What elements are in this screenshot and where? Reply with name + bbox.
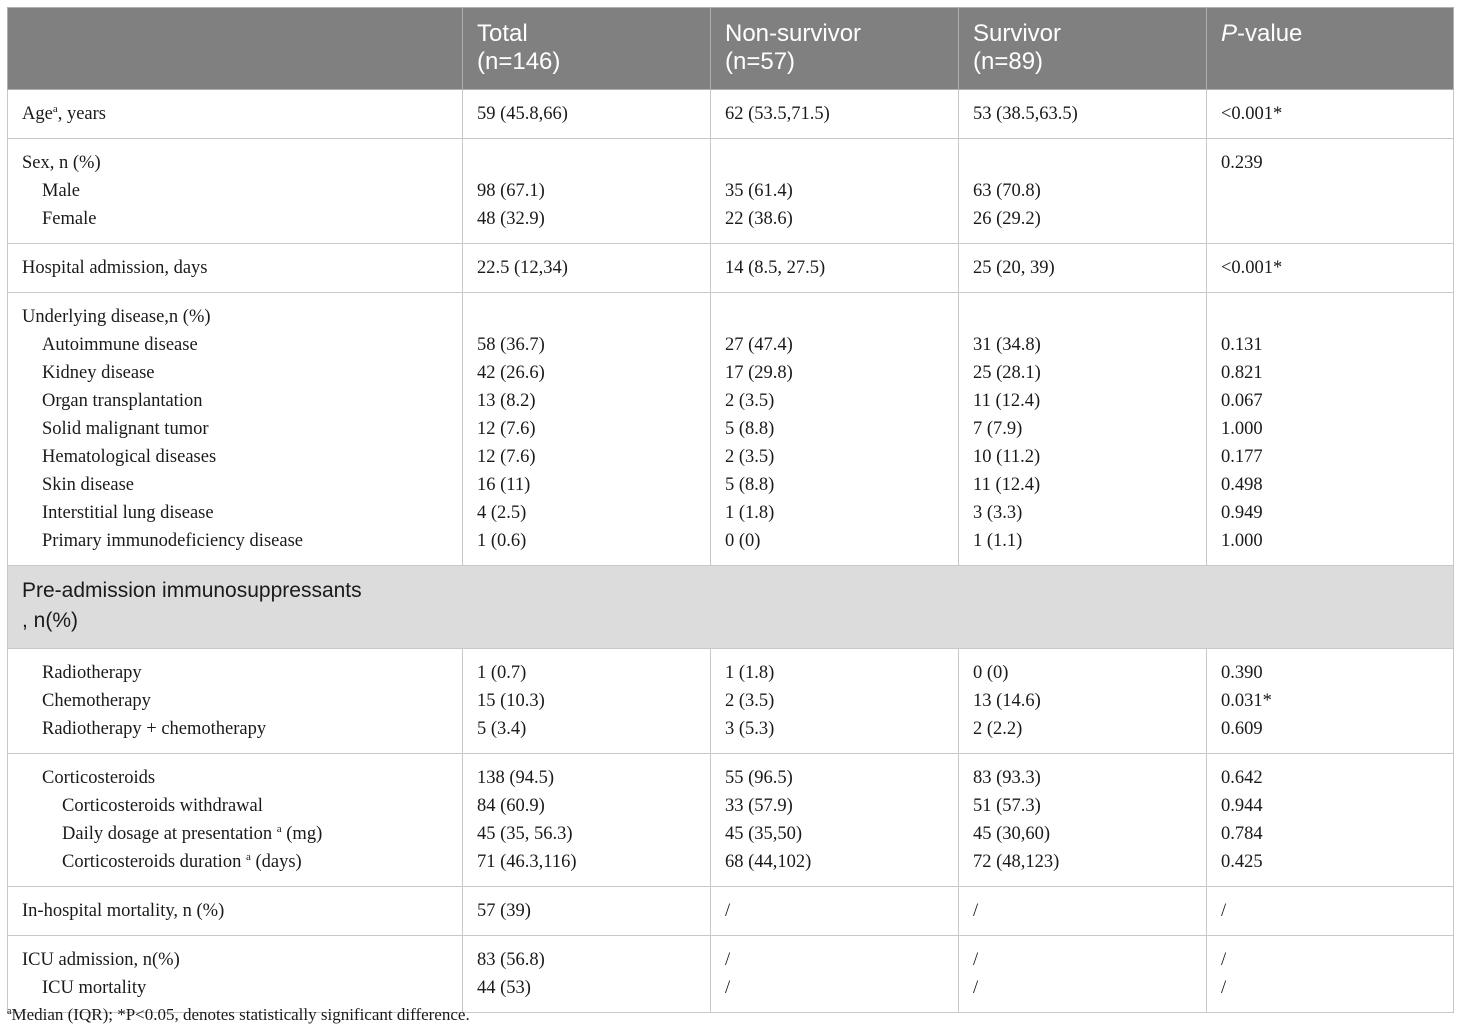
cortico-dosage-label-rest: (mg)	[281, 824, 323, 844]
age-non-survivor: 62 (53.5,71.5)	[725, 104, 830, 124]
underlying-label-4: Hematological diseases	[42, 447, 217, 467]
cortico-dosage-label-text: Daily dosage at presentation	[62, 824, 277, 844]
hospital-non-survivor: 14 (8.5, 27.5)	[725, 258, 826, 278]
cell-p	[1207, 887, 1454, 936]
cortico-dosage-survivor: 45 (30,60)	[973, 824, 1051, 844]
underlying-non-survivor-1: 17 (29.8)	[725, 363, 793, 383]
row-label	[8, 90, 463, 139]
mortality-label: In-hospital mortality, n (%)	[22, 901, 225, 921]
underlying-p-0: 0.131	[1221, 335, 1263, 355]
cell-non-survivor	[711, 936, 959, 1013]
cortico-withdrawal-p: 0.944	[1221, 796, 1263, 816]
therapy-label-1: Chemotherapy	[42, 691, 151, 711]
icu-label: ICU admission, n(%)	[22, 950, 180, 970]
underlying-survivor-0: 31 (34.8)	[973, 335, 1041, 355]
therapy-total-0: 1 (0.7)	[477, 663, 527, 683]
underlying-p-5: 0.498	[1221, 475, 1263, 495]
cell-non-survivor	[711, 754, 959, 887]
underlying-label-2: Organ transplantation	[42, 391, 203, 411]
header-total-n: (n=146)	[477, 48, 561, 75]
cortico-duration-label-rest: (days)	[250, 852, 302, 872]
mortality-survivor: /	[973, 901, 979, 921]
underlying-label: Underlying disease,n (%)	[22, 307, 211, 327]
underlying-p-1: 0.821	[1221, 363, 1263, 383]
header-non-survivor-n: (n=57)	[725, 48, 796, 75]
cell-non-survivor	[711, 90, 959, 139]
therapy-non-survivor-1: 2 (3.5)	[725, 691, 775, 711]
underlying-survivor-6: 3 (3.3)	[973, 503, 1023, 523]
underlying-survivor-3: 7 (7.9)	[973, 419, 1023, 439]
therapy-non-survivor-2: 3 (5.3)	[725, 719, 775, 739]
underlying-p-4: 0.177	[1221, 447, 1263, 467]
header-row	[8, 8, 1454, 90]
cell-total	[463, 754, 711, 887]
cell-p	[1207, 293, 1454, 566]
icu-survivor: /	[973, 950, 979, 970]
cell-total	[463, 649, 711, 754]
cell-survivor	[959, 754, 1207, 887]
header-non-survivor	[711, 8, 959, 90]
underlying-total-6: 4 (2.5)	[477, 503, 527, 523]
cortico-dosage-p: 0.784	[1221, 824, 1263, 844]
cortico-duration-p: 0.425	[1221, 852, 1263, 872]
cell-non-survivor	[711, 649, 959, 754]
therapy-survivor-1: 13 (14.6)	[973, 691, 1041, 711]
cell-non-survivor	[711, 293, 959, 566]
cell-non-survivor	[711, 139, 959, 244]
section-title-line-1: Pre-admission immunosuppressants	[22, 579, 362, 602]
underlying-non-survivor-5: 5 (8.8)	[725, 475, 775, 495]
cell-total	[463, 936, 711, 1013]
cortico-duration-non-survivor: 68 (44,102)	[725, 852, 812, 872]
table-row-age	[8, 90, 1454, 139]
header-non-survivor-title: Non-survivor	[725, 20, 862, 47]
cell-survivor	[959, 293, 1207, 566]
age-total: 59 (45.8,66)	[477, 104, 568, 124]
icu-mortality-total: 44 (53)	[477, 978, 531, 998]
underlying-non-survivor-4: 2 (3.5)	[725, 447, 775, 467]
underlying-survivor-2: 11 (12.4)	[973, 391, 1041, 411]
cell-p	[1207, 754, 1454, 887]
cell-non-survivor	[711, 244, 959, 293]
cortico-duration-sup: a	[245, 851, 251, 863]
sex-male-total: 98 (67.1)	[477, 181, 545, 201]
underlying-survivor-1: 25 (28.1)	[973, 363, 1041, 383]
cell-survivor	[959, 244, 1207, 293]
cell-p	[1207, 649, 1454, 754]
icu-mortality-survivor: /	[973, 978, 979, 998]
underlying-survivor-5: 11 (12.4)	[973, 475, 1041, 495]
row-label	[8, 754, 463, 887]
underlying-survivor-7: 1 (1.1)	[973, 531, 1023, 551]
cortico-dosage-total: 45 (35, 56.3)	[477, 824, 573, 844]
cortico-withdrawal-survivor: 51 (57.3)	[973, 796, 1041, 816]
hospital-total: 22.5 (12,34)	[477, 258, 568, 278]
therapy-p-2: 0.609	[1221, 719, 1263, 739]
cell-p	[1207, 936, 1454, 1013]
underlying-total-3: 12 (7.6)	[477, 419, 536, 439]
cell-survivor	[959, 649, 1207, 754]
row-label	[8, 887, 463, 936]
underlying-label-7: Primary immunodeficiency disease	[42, 531, 303, 551]
icu-p: /	[1221, 950, 1227, 970]
table-row-hospital	[8, 244, 1454, 293]
age-p: <0.001*	[1221, 104, 1283, 124]
underlying-total-4: 12 (7.6)	[477, 447, 536, 467]
row-label	[8, 139, 463, 244]
therapy-non-survivor-0: 1 (1.8)	[725, 663, 775, 683]
header-total-title: Total	[477, 20, 528, 47]
cortico-duration-survivor: 72 (48,123)	[973, 852, 1060, 872]
cortico-withdrawal-label: Corticosteroids withdrawal	[62, 796, 263, 816]
cortico-duration-total: 71 (46.3,116)	[477, 852, 577, 872]
underlying-p-7: 1.000	[1221, 531, 1263, 551]
section-title	[8, 566, 1454, 649]
sex-p: 0.239	[1221, 153, 1263, 173]
cell-total	[463, 139, 711, 244]
table-row-icu	[8, 936, 1454, 1013]
cell-survivor	[959, 139, 1207, 244]
table-row-corticosteroids	[8, 754, 1454, 887]
hospital-p: <0.001*	[1221, 258, 1283, 278]
table-row-underlying	[8, 293, 1454, 566]
header-survivor-title: Survivor	[973, 20, 1062, 47]
cell-p	[1207, 90, 1454, 139]
cell-survivor	[959, 887, 1207, 936]
footnote	[7, 1003, 470, 1027]
cortico-dosage-sup: a	[276, 823, 282, 835]
sex-female-total: 48 (32.9)	[477, 209, 545, 229]
age-sup: a	[52, 103, 58, 115]
underlying-non-survivor-3: 5 (8.8)	[725, 419, 775, 439]
underlying-survivor-4: 10 (11.2)	[973, 447, 1041, 467]
cortico-survivor: 83 (93.3)	[973, 768, 1041, 788]
cell-total	[463, 244, 711, 293]
underlying-p-3: 1.000	[1221, 419, 1263, 439]
therapy-survivor-0: 0 (0)	[973, 663, 1009, 683]
age-label: Age	[22, 104, 53, 124]
therapy-label-2: Radiotherapy + chemotherapy	[42, 719, 267, 739]
cortico-duration-label	[22, 848, 462, 876]
underlying-p-6: 0.949	[1221, 503, 1263, 523]
section-title-line-2: , n(%)	[22, 609, 79, 632]
mortality-non-survivor: /	[725, 901, 731, 921]
row-label	[8, 649, 463, 754]
therapy-label-0: Radiotherapy	[42, 663, 142, 683]
row-label	[8, 293, 463, 566]
cell-total	[463, 887, 711, 936]
cortico-withdrawal-total: 84 (60.9)	[477, 796, 545, 816]
row-label	[8, 936, 463, 1013]
header-blank	[8, 8, 463, 90]
underlying-label-0: Autoimmune disease	[42, 335, 198, 355]
cortico-dosage-label	[22, 820, 462, 848]
footnote-sup: a	[7, 1006, 12, 1017]
underlying-label-6: Interstitial lung disease	[42, 503, 214, 523]
row-label	[8, 244, 463, 293]
cell-p	[1207, 244, 1454, 293]
therapy-p-1: 0.031*	[1221, 691, 1272, 711]
underlying-non-survivor-0: 27 (47.4)	[725, 335, 793, 355]
underlying-total-1: 42 (26.6)	[477, 363, 545, 383]
sex-female-non-survivor: 22 (38.6)	[725, 209, 793, 229]
therapy-total-2: 5 (3.4)	[477, 719, 527, 739]
sex-female-survivor: 26 (29.2)	[973, 209, 1041, 229]
cortico-non-survivor: 55 (96.5)	[725, 768, 793, 788]
therapy-survivor-2: 2 (2.2)	[973, 719, 1023, 739]
age-survivor: 53 (38.5,63.5)	[973, 104, 1078, 124]
sex-label: Sex, n (%)	[22, 153, 101, 173]
icu-total: 83 (56.8)	[477, 950, 545, 970]
therapy-p-0: 0.390	[1221, 663, 1263, 683]
hospital-survivor: 25 (20, 39)	[973, 258, 1055, 278]
sex-male-non-survivor: 35 (61.4)	[725, 181, 793, 201]
underlying-label-3: Solid malignant tumor	[42, 419, 209, 439]
cortico-withdrawal-non-survivor: 33 (57.9)	[725, 796, 793, 816]
header-total	[463, 8, 711, 90]
underlying-label-5: Skin disease	[42, 475, 134, 495]
underlying-total-5: 16 (11)	[477, 475, 531, 495]
icu-non-survivor: /	[725, 950, 731, 970]
age-label-rest: , years	[57, 104, 107, 124]
header-survivor	[959, 8, 1207, 90]
cell-survivor	[959, 90, 1207, 139]
cell-survivor	[959, 936, 1207, 1013]
table-row-therapy	[8, 649, 1454, 754]
cortico-p: 0.642	[1221, 768, 1263, 788]
cell-non-survivor	[711, 887, 959, 936]
underlying-p-2: 0.067	[1221, 391, 1263, 411]
header-p-italic: P	[1221, 20, 1238, 47]
underlying-label-1: Kidney disease	[42, 363, 155, 383]
therapy-total-1: 15 (10.3)	[477, 691, 545, 711]
underlying-total-7: 1 (0.6)	[477, 531, 527, 551]
icu-mortality-non-survivor: /	[725, 978, 731, 998]
underlying-non-survivor-2: 2 (3.5)	[725, 391, 775, 411]
sex-male-label: Male	[42, 181, 81, 201]
cortico-dosage-non-survivor: 45 (35,50)	[725, 824, 803, 844]
cortico-total: 138 (94.5)	[477, 768, 555, 788]
icu-mortality-p: /	[1221, 978, 1227, 998]
sex-male-survivor: 63 (70.8)	[973, 181, 1041, 201]
footnote-text: Median (IQR); *P<0.05, denotes statistically significant difference.	[11, 1005, 470, 1024]
underlying-non-survivor-7: 0 (0)	[725, 531, 761, 551]
underlying-non-survivor-6: 1 (1.8)	[725, 503, 775, 523]
section-row-immunosuppressants	[8, 566, 1454, 649]
sex-female-label: Female	[42, 209, 97, 229]
cortico-duration-label-text: Corticosteroids duration	[62, 852, 246, 872]
table-row-mortality	[8, 887, 1454, 936]
header-survivor-n: (n=89)	[973, 48, 1044, 75]
cell-total	[463, 293, 711, 566]
header-p-value	[1207, 8, 1454, 90]
underlying-total-0: 58 (36.7)	[477, 335, 545, 355]
cell-p	[1207, 139, 1454, 244]
underlying-total-2: 13 (8.2)	[477, 391, 536, 411]
mortality-p: /	[1221, 901, 1227, 921]
table-row-sex	[8, 139, 1454, 244]
data-table	[7, 7, 1454, 1013]
cortico-label: Corticosteroids	[42, 768, 156, 788]
cell-total	[463, 90, 711, 139]
hospital-label: Hospital admission, days	[22, 258, 208, 278]
header-p-rest: -value	[1237, 20, 1303, 47]
icu-mortality-label: ICU mortality	[42, 978, 147, 998]
mortality-total: 57 (39)	[477, 901, 531, 921]
